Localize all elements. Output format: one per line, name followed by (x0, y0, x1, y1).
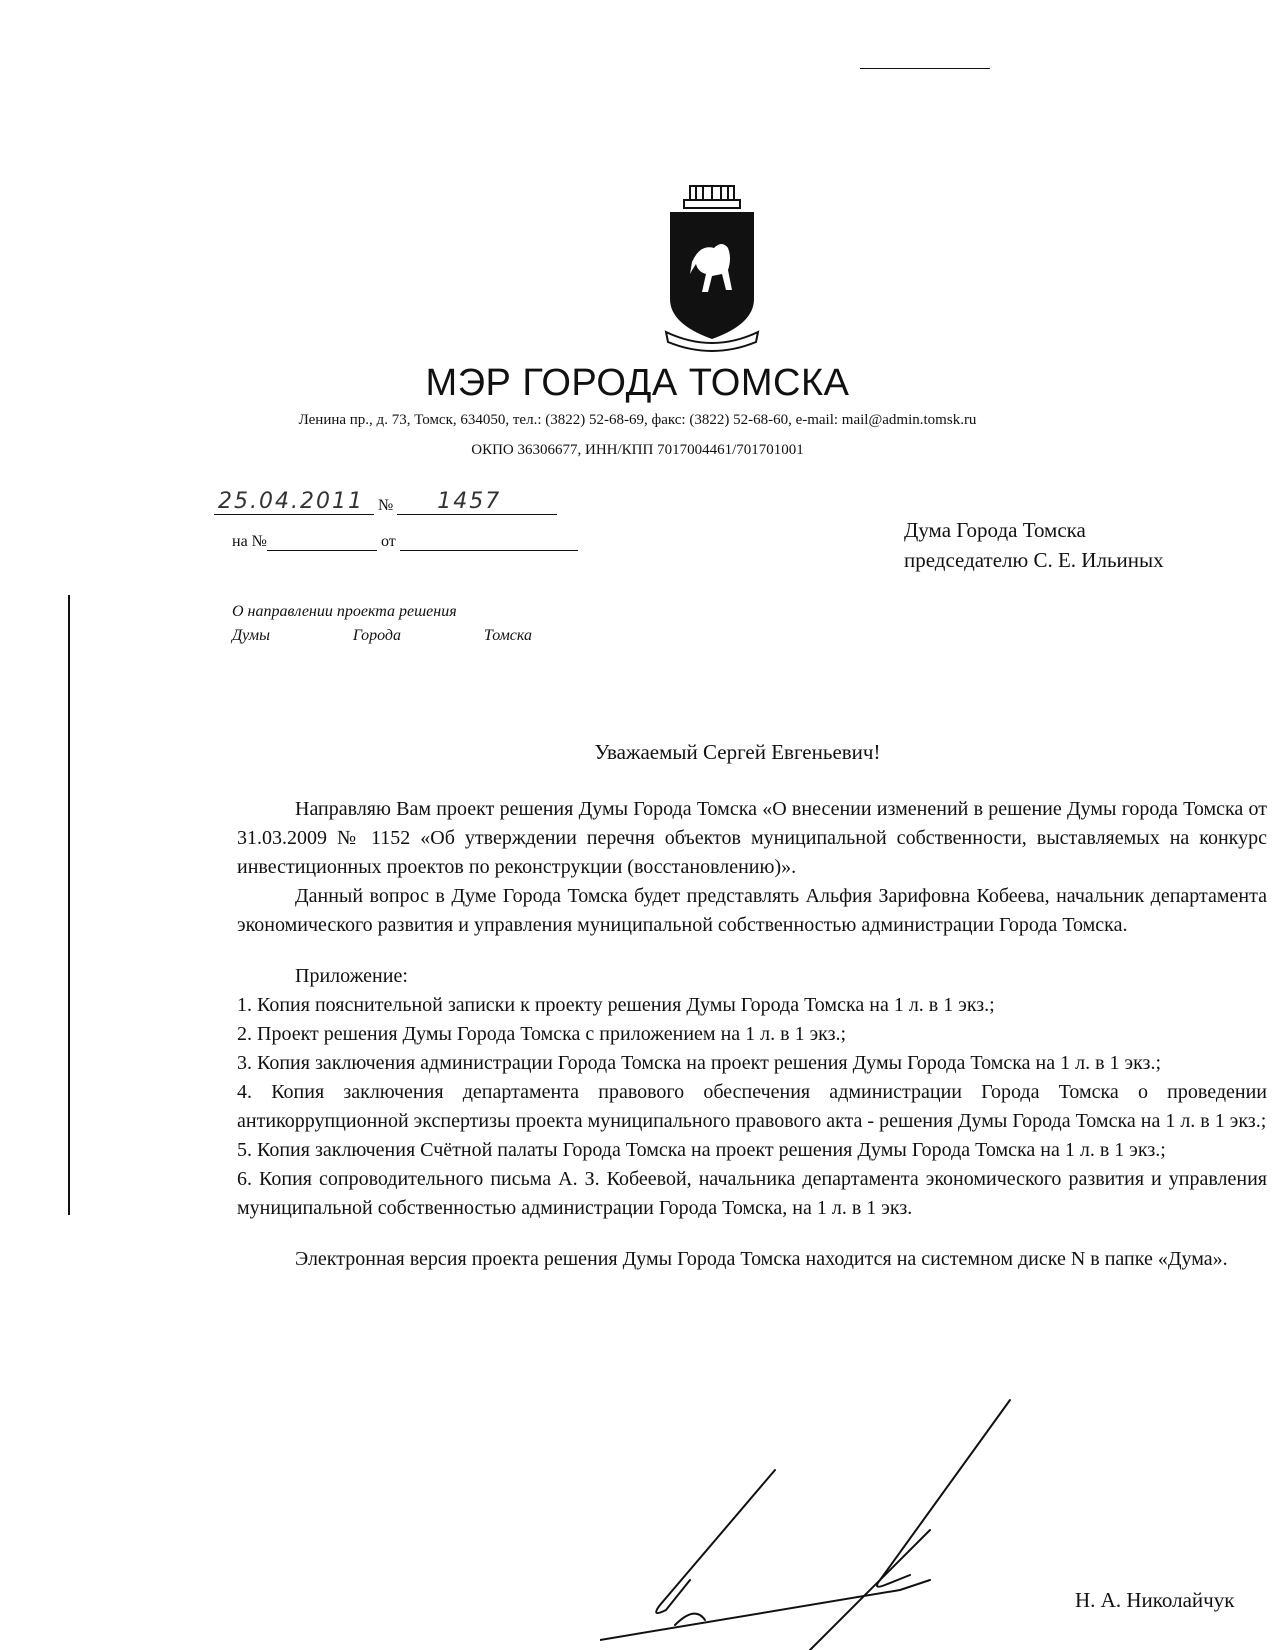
signature-icon (600, 1390, 1040, 1650)
signer-name: Н. А. Николайчук (1075, 1588, 1235, 1612)
registration-line (214, 489, 557, 515)
greeting: Уважаемый Сергей Евгеньевич! (594, 740, 881, 764)
subject-word: Томска (483, 627, 532, 644)
attachments-title: Приложение: (295, 965, 408, 987)
attachment-item: 6. Копия сопроводительного письма А. З. Кобеевой, начальника департамента экономического развития и управления муниципальной собственностью администрации Города Томска, на 1 л. в 1 экз. (237, 1168, 1267, 1219)
reference-line (232, 532, 578, 551)
ref-label: на № (232, 533, 267, 550)
number-field (397, 489, 557, 515)
attachment-item: 3. Копия заключения администрации Города Томска на проект решения Думы Города Томска на 1 л. в 1 экз.; (237, 1052, 1162, 1074)
mayor-title: МЭР ГОРОДА ТОМСКА (425, 362, 850, 404)
addressee-person: председателю С. Е. Ильиных (904, 548, 1164, 572)
contacts-line: Ленина пр., д. 73, Томск, 634050, тел.: (3822) 52-68-69, факс: (3822) 52-68-60, e-mail: mail@admin.tomsk.ru (298, 412, 977, 428)
number-sign: № (378, 497, 394, 514)
ref-number-field (267, 532, 377, 551)
subject-line-2 (232, 624, 532, 648)
attachment-item: 2. Проект решения Думы Города Томска с приложением на 1 л. в 1 экз.; (237, 1023, 847, 1045)
subject (232, 600, 532, 648)
paragraph: Направляю Вам проект решения Думы Города Томска «О внесении изменений в решение Думы города Томска от 31.03.2009 № 1152 «Об утверждении перечня объектов муниципальной собственности, выставляемых на конкурс инвестиционных проектов по реконструкции (восстановлению)». (237, 798, 1267, 878)
handwritten-number: 1457 (437, 489, 502, 514)
addressee-org: Дума Города Томска (904, 518, 1086, 542)
margin-mark (68, 595, 70, 1215)
attachment-item: 4. Копия заключения департамента правового обеспечения администрации Города Томска о проведении антикоррупционной экспертизы проекта муниципального правового акта - решения Думы Города Томска на 1 л. в 1 экз.; (237, 1081, 1267, 1132)
subject-word: Города (352, 627, 401, 644)
attachment-item: 1. Копия пояснительной записки к проекту решения Думы Города Томска на 1 л. в 1 экз.; (237, 994, 995, 1016)
attachment-item: 5. Копия заключения Счётной палаты Города Томска на проект решения Думы Города Томска на 1 л. в 1 экз.; (237, 1139, 1166, 1161)
handwritten-date: 25.04.2011 (218, 489, 364, 514)
top-rule (860, 68, 990, 69)
addressee (904, 515, 1164, 575)
city-emblem-icon (662, 184, 762, 354)
letter-body (237, 795, 1267, 1274)
ref-date-field (400, 532, 578, 551)
subject-line: О направлении проекта решения (232, 603, 457, 620)
from-label: от (380, 533, 396, 550)
date-field (214, 489, 374, 515)
subject-word: Думы (232, 627, 270, 644)
okpo-line: ОКПО 36306677, ИНН/КПП 7017004461/701701001 (471, 442, 804, 458)
paragraph: Данный вопрос в Думе Города Томска будет представлять Альфия Зарифовна Кобеева, начальник департамента экономического развития и управления муниципальной собственностью администрации Города Томска. (237, 885, 1267, 936)
closing-paragraph: Электронная версия проекта решения Думы Города Томска находится на системном диске N в папке «Дума». (295, 1248, 1228, 1270)
